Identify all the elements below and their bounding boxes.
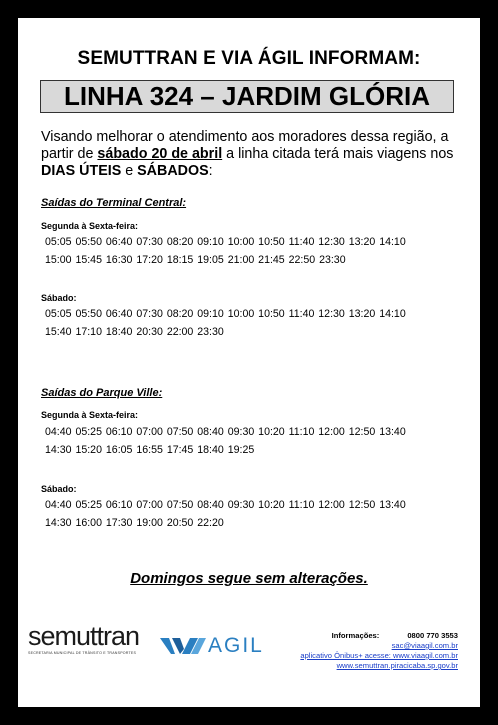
times-row: 04:40 05:25 06:10 07:00 07:50 08:40 09:30 10:20 11:10 12:00 12:50 13:40 <box>45 426 406 438</box>
intro-text-1: Visando melhorar o atendimento aos moradores dessa região, a partir de <box>41 129 449 162</box>
semuttran-logo-word: semuttran <box>28 621 140 651</box>
info-email-link[interactable]: sac@viaagil.com.br <box>391 641 458 650</box>
viaagil-logo-word: AGIL <box>208 634 264 657</box>
sunday-note: Domingos segue sem alterações. <box>130 570 368 587</box>
contact-info <box>268 631 458 671</box>
day-label-weekdays: Segunda à Sexta-feira: <box>41 221 139 231</box>
viaagil-mark-icon <box>160 634 206 660</box>
intro-paragraph <box>41 129 461 180</box>
line-banner: LINHA 324 – JARDIM GLÓRIA <box>40 80 454 113</box>
section-title-terminal-central: Saídas do Terminal Central: <box>41 197 187 209</box>
times-row: 14:30 15:20 16:05 16:55 17:45 18:40 19:25 <box>45 444 255 456</box>
semuttran-logo-subtitle: SECRETARIA MUNICIPAL DE TRÂNSITO E TRANSPORTES <box>28 651 137 655</box>
intro-days-weekdays: DIAS ÚTEIS <box>41 163 122 179</box>
section-title-parque-ville: Saídas do Parque Ville: <box>41 387 163 399</box>
times-row: 15:00 15:45 16:30 17:20 18:15 19:05 21:00 21:45 22:50 23:30 <box>45 254 346 266</box>
times-row: 14:30 16:00 17:30 19:00 20:50 22:20 <box>45 517 224 529</box>
times-block <box>45 233 465 269</box>
times-row: 05:05 05:50 06:40 07:30 08:20 09:10 10:00 10:50 11:40 12:30 13:20 14:10 <box>45 236 406 248</box>
info-header <box>268 631 458 641</box>
day-label-saturday: Sábado: <box>41 484 77 494</box>
times-row: 05:05 05:50 06:40 07:30 08:20 09:10 10:00 10:50 11:40 12:30 13:20 14:10 <box>45 308 406 320</box>
intro-date: sábado 20 de abril <box>97 146 223 162</box>
times-block <box>45 423 465 459</box>
times-row: 15:40 17:10 18:40 20:30 22:00 23:30 <box>45 326 224 338</box>
viaagil-logo <box>160 632 274 660</box>
day-label-saturday: Sábado: <box>41 293 77 303</box>
notice-page <box>18 18 480 707</box>
headline: SEMUTTRAN E VIA ÁGIL INFORMAM: <box>77 48 421 69</box>
times-row: 04:40 05:25 06:10 07:00 07:50 08:40 09:30 10:20 11:10 12:00 12:50 13:40 <box>45 499 406 511</box>
info-app-link[interactable]: aplicativo Ônibus+ acesse: www.viaagil.com.br <box>300 651 458 660</box>
times-block <box>45 496 465 532</box>
intro-and: e <box>121 163 138 179</box>
info-label: Informações: <box>331 631 380 640</box>
times-block <box>45 305 465 341</box>
intro-days-saturday: SÁBADOS <box>137 163 209 179</box>
intro-colon: : <box>208 163 213 179</box>
intro-text-2: a linha citada terá mais viagens nos <box>222 146 454 162</box>
info-phone: 0800 770 3553 <box>407 631 458 640</box>
day-label-weekdays: Segunda à Sexta-feira: <box>41 410 139 420</box>
semuttran-logo <box>28 621 156 661</box>
info-site-link[interactable]: www.semuttran.piracicaba.sp.gov.br <box>336 661 458 670</box>
